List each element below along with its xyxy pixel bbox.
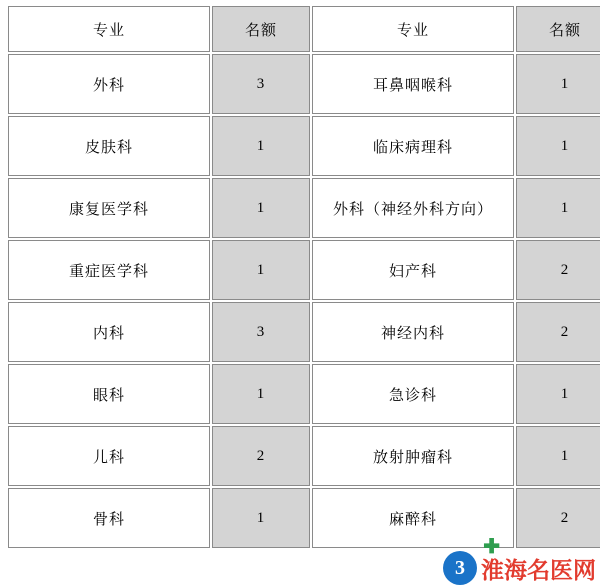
cell-major-right: 神经内科 [312, 302, 514, 362]
table-row [8, 116, 600, 176]
table-row [8, 364, 600, 424]
cell-major-left: 重症医学科 [8, 240, 210, 300]
cell-major-right: 妇产科 [312, 240, 514, 300]
cell-quota-right: 1 [516, 364, 600, 424]
table-row [8, 178, 600, 238]
cell-major-right: 麻醉科 [312, 488, 514, 548]
cell-quota-left: 1 [212, 178, 310, 238]
table-row [8, 302, 600, 362]
cell-quota-right: 2 [516, 240, 600, 300]
watermark-text: 淮海名医网 [481, 557, 596, 583]
cell-quota-right: 1 [516, 426, 600, 486]
cell-major-left: 内科 [8, 302, 210, 362]
cell-major-left: 康复医学科 [8, 178, 210, 238]
table-header-row [8, 6, 600, 52]
cell-quota-left: 3 [212, 54, 310, 114]
cell-quota-left: 1 [212, 488, 310, 548]
column-header-quota-right: 名额 [516, 6, 600, 52]
column-header-major-left: 专业 [8, 6, 210, 52]
cell-major-left: 皮肤科 [8, 116, 210, 176]
cell-major-right: 耳鼻咽喉科 [312, 54, 514, 114]
cell-quota-left: 1 [212, 116, 310, 176]
cell-quota-right: 2 [516, 302, 600, 362]
medical-cross-icon: ✚ [483, 536, 500, 558]
cell-quota-right: 1 [516, 116, 600, 176]
cell-quota-right: 1 [516, 178, 600, 238]
table-row [8, 240, 600, 300]
cell-quota-left: 2 [212, 426, 310, 486]
table-row [8, 426, 600, 486]
cell-quota-left: 1 [212, 364, 310, 424]
cell-major-left: 眼科 [8, 364, 210, 424]
table-row [8, 488, 600, 548]
specialty-quota-table-container [6, 4, 594, 550]
column-header-quota-left: 名额 [212, 6, 310, 52]
cell-quota-left: 3 [212, 302, 310, 362]
watermark-badge-icon: 3 [443, 551, 477, 585]
cell-major-left: 骨科 [8, 488, 210, 548]
cell-major-left: 儿科 [8, 426, 210, 486]
specialty-quota-table [6, 4, 600, 550]
table-row [8, 54, 600, 114]
site-watermark [443, 551, 596, 585]
cell-quota-right: 2 [516, 488, 600, 548]
cell-major-right: 放射肿瘤科 [312, 426, 514, 486]
cell-major-left: 外科 [8, 54, 210, 114]
column-header-major-right: 专业 [312, 6, 514, 52]
cell-major-right: 急诊科 [312, 364, 514, 424]
cell-quota-right: 1 [516, 54, 600, 114]
cell-major-right: 临床病理科 [312, 116, 514, 176]
cell-major-right: 外科（神经外科方向） [312, 178, 514, 238]
cell-quota-left: 1 [212, 240, 310, 300]
